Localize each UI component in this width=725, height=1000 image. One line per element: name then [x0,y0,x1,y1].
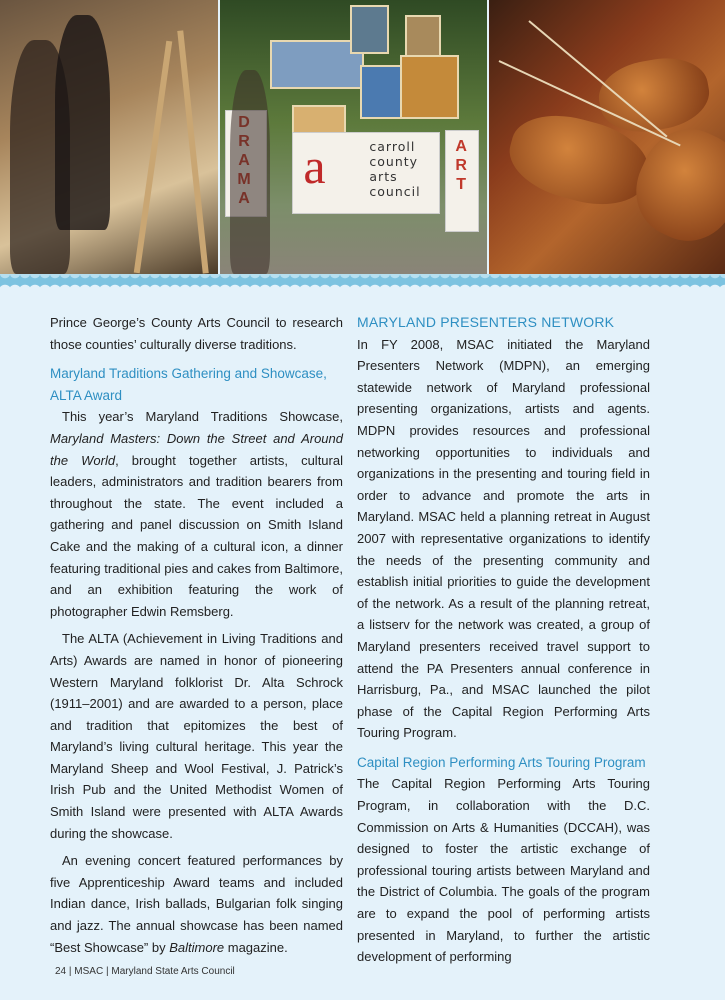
sign-letter: T [456,176,467,193]
magazine-title: Baltimore [169,939,225,955]
footer-separator: | [105,966,109,977]
paragraph: Prince George’s County Arts Council to research those counties’ culturally diverse traditions. [50,315,343,352]
page-number: 24 [55,966,67,977]
cello [620,114,725,256]
photo-painters-studio [0,0,218,274]
arts-council-name: carroll county arts council [369,139,421,199]
text-span: This year’s Maryland Traditions Showcase, [62,409,343,425]
paragraph: The ALTA (Achievement in Living Traditions and Arts) Awards are named in honor of pioneering Western Maryland folklorist Dr. Alta Schrock (1911–2001) and are awarded to a person, place and tradition that epitomizes the best of Maryland’s living cultural heritage. This year the Maryland Sheep and Wool Festival, J. Patrick’s Irish Pub and the United Methodist Women of Smith Island were presented with ALTA Awards during the showcase. [50,631,343,841]
painting [350,5,389,54]
paragraph [50,850,343,958]
text-span: , brought together artists, cultural leaders, administrators and tradition bearers from throughout the state. The event included a gathering and panel discussion on Smith Island Cake and the making of a cultural icon, a dinner featuring traditional pies and cakes from Baltimore, and an exhibition featuring the work of photographer Edwin Remsberg. [50,452,343,619]
footer-name: Maryland State Arts Council [111,966,235,977]
heading-touring-program: Capital Region Performing Arts Touring Program [357,754,646,770]
painting-scream [360,65,404,119]
figure-woman [230,70,270,274]
sign-letter: R [455,157,467,174]
art-sign [445,130,479,232]
footer-org: MSAC [74,966,104,977]
arts-council-logo-a: a [303,138,326,194]
arts-council-sign [292,132,440,214]
showcase-title: Maryland Masters: Down the Street and Around the World [50,430,343,468]
heading-maryland-traditions: Maryland Traditions Gathering and Showcase, ALTA Award [50,366,327,403]
painting [405,15,441,57]
left-column [50,312,343,958]
wave-divider [0,274,725,290]
figure-man [55,15,110,230]
text-span: magazine. [224,939,288,955]
text-span: An evening concert featured performances by five Apprenticeship Award teams and included Indian dance, Irish ballads, Bulgarian folk singing and jazz. The annual showcase has been named “Best Showcase” by [50,853,343,955]
painting [400,55,459,119]
photo-strip [0,0,725,274]
page-footer [55,966,235,977]
paragraph [50,406,343,622]
heading-presenters-network: MARYLAND PRESENTERS NETWORK [357,314,615,330]
paragraph: The Capital Region Performing Arts Touring Program, in collaboration with the D.C. Commission on Arts & Humanities (DCCAH), was designed to foster the artistic exchange of professional touring artists between Maryland and the District of Columbia. The goals of the program are to expand the pool of performing artists presented in Maryland, to further the artistic development of performing [357,776,650,965]
footer-separator: | [68,966,72,977]
easel-leg [177,30,208,273]
right-column [357,312,650,968]
paragraph: In FY 2008, MSAC initiated the Maryland Presenters Network (MDPN), an emerging statewide network of Maryland professional presenting organizations, artists and agents. MDPN provides resources and professional networking opportunities to individuals and organizations in the presenting and touring field in order to advance and promote the arts in Maryland. MSAC held a planning retreat in August 2007 with representative organizations to identify the needs of the presenting community and establish initial priorities to guide the development of the network. As a result of the planning retreat, a listserv for the network was created, a group of Maryland presenters received travel support to attend the PA Presenters annual conference in Harrisburg, Pa., and MSAC launched the pilot phase of the Capital Region Performing Arts Touring Program. [357,336,650,741]
sign-letter: A [455,138,467,155]
photo-arts-council-sign [220,0,486,274]
easel-leg [134,41,173,274]
photo-orchestra [489,0,725,274]
art-letters [455,137,467,194]
